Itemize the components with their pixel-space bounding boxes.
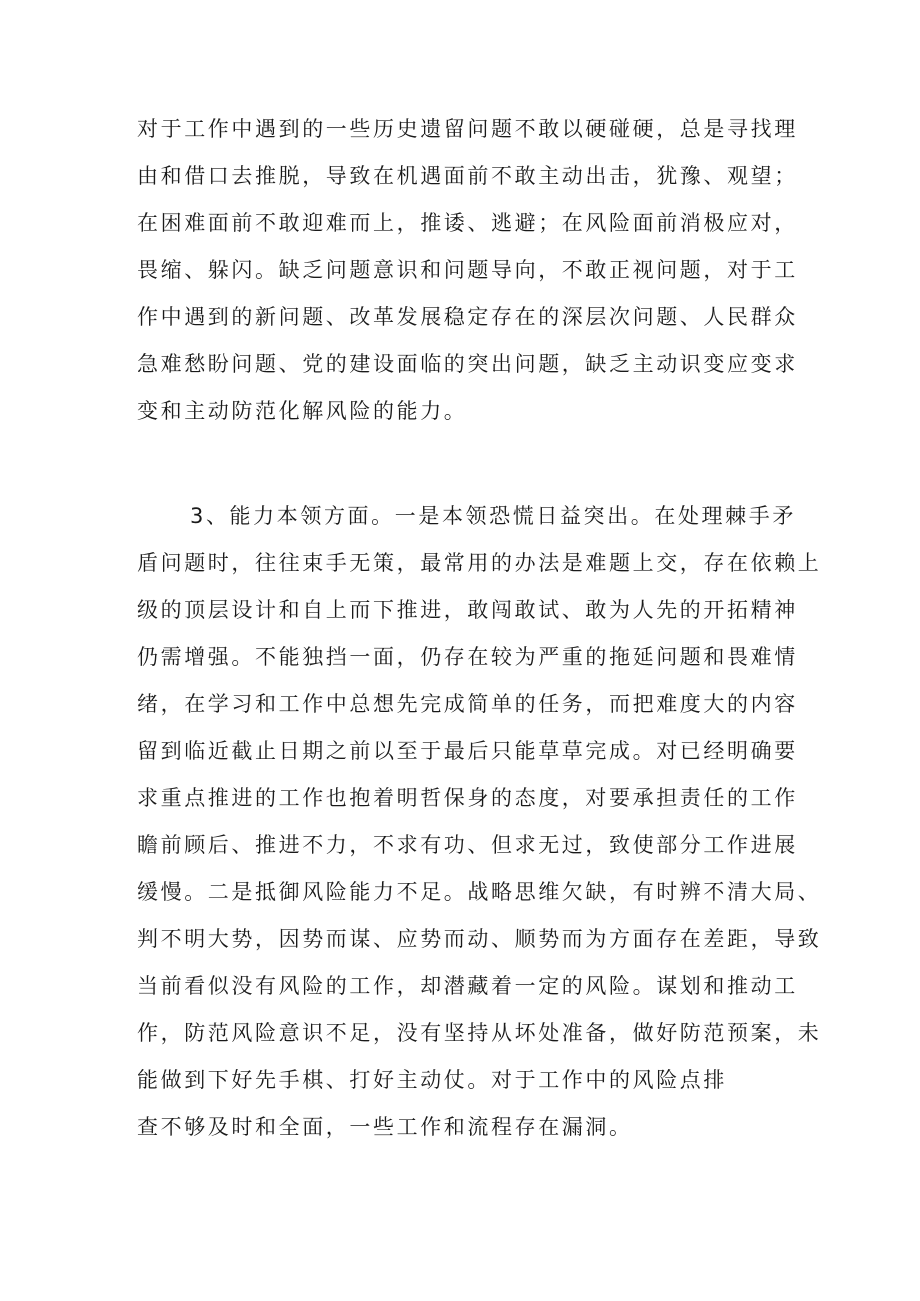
paragraph-line: 变和主动防范化解风险的能力。: [137, 399, 468, 423]
paragraph-line: 在困难面前不敢迎难而上，推诿、逃避；在风险面前消极应对，: [137, 211, 798, 235]
paragraph-line: 留到临近截止日期之前以至于最后只能草草完成。对已经明确要: [137, 739, 798, 763]
paragraph-line: 作中遇到的新问题、改革发展稳定存在的深层次问题、人民群众: [137, 305, 798, 329]
paragraph-line: 缓慢。二是抵御风险能力不足。战略思维欠缺，有时辨不清大局、: [137, 880, 822, 904]
paragraph-line: 绪，在学习和工作中总想先完成简单的任务，而把难度大的内容: [137, 692, 798, 716]
paragraph-line: 判不明大势，因势而谋、应势而动、顺势而为方面存在差距，导致: [137, 927, 822, 951]
paragraph-line: 查不够及时和全面，一些工作和流程存在漏洞。: [137, 1115, 633, 1139]
paragraph-line: 瞻前顾后、推进不力，不求有功、但求无过，致使部分工作进展: [137, 833, 798, 857]
paragraph-line: 求重点推进的工作也抱着明哲保身的态度，对要承担责任的工作: [137, 786, 798, 810]
paragraph-line: 3、能力本领方面。一是本领恐慌日益突出。在处理棘手矛: [190, 504, 796, 528]
paragraph-line: 对于工作中遇到的一些历史遗留问题不敢以硬碰硬，总是寻找理: [137, 117, 798, 141]
paragraph-line: 作，防范风险意识不足，没有坚持从坏处准备，做好防范预案，未: [137, 1021, 822, 1045]
paragraph-line: 急难愁盼问题、党的建设面临的突出问题，缺乏主动识变应变求: [137, 352, 798, 376]
paragraph-line: 当前看似没有风险的工作，却潜藏着一定的风险。谋划和推动工: [137, 974, 798, 998]
paragraph-line: 仍需增强。不能独挡一面，仍存在较为严重的拖延问题和畏难情: [137, 645, 798, 669]
paragraph-line: 畏缩、躲闪。缺乏问题意识和问题导向，不敢正视问题，对于工: [137, 258, 798, 282]
paragraph-line: 级的顶层设计和自上而下推进，敢闯敢试、敢为人先的开拓精神: [137, 598, 798, 622]
paragraph-line: 盾问题时，往往束手无策，最常用的办法是难题上交，存在依赖上: [137, 551, 822, 575]
paragraph-line: 由和借口去推脱，导致在机遇面前不敢主动出击，犹豫、观望；: [137, 164, 798, 188]
paragraph-line: 能做到下好先手棋、打好主动仗。对于工作中的风险点排: [137, 1068, 727, 1092]
